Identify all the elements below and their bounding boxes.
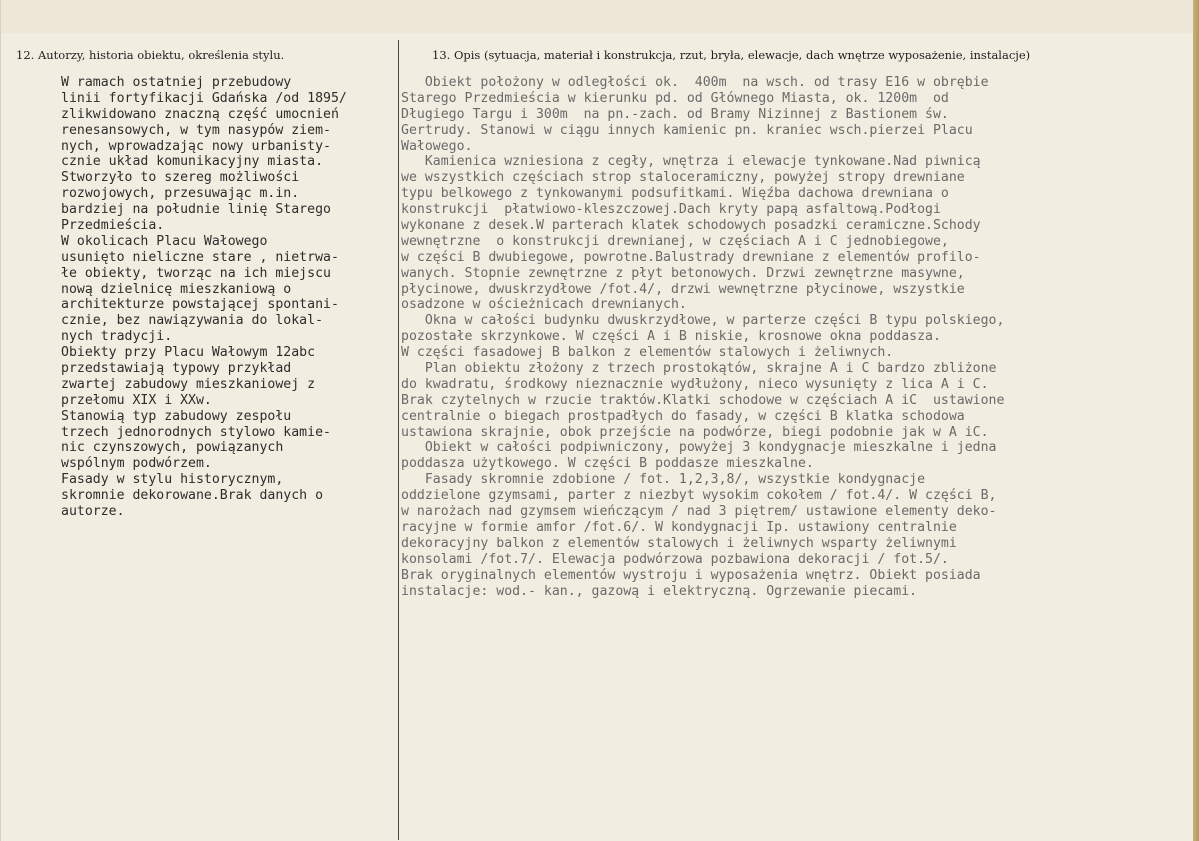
history-text xyxy=(61,75,347,520)
text-line: Brak oryginalnych elementów wystroju i wyposażenia wnętrz. Obiekt posiada xyxy=(401,567,981,583)
text-line: W części fasadowej B balkon z elementów stalowych i żeliwnych. xyxy=(401,345,894,361)
text-line: do kwadratu, środkowy nieznacznie wydłużony, nieco wysunięty z lica A i C. xyxy=(401,376,989,392)
text-line: dekoracyjny balkon z elementów stalowych i żeliwnych wsparty żeliwnymi xyxy=(401,535,957,551)
text-line: typu belkowego z tynkowanymi podsufitkami. Więźba dachowa drewniana o xyxy=(401,186,949,202)
text-line: we wszystkich częściach strop staloceramiczny, powyżej stropy drewniane xyxy=(401,170,965,186)
text-line: Obiekty przy Placu Wałowym 12abc xyxy=(61,345,316,361)
text-line: cznie, bez nawiązywania do lokal- xyxy=(61,313,324,329)
text-line: Stanowią typ zabudowy zespołu xyxy=(61,408,292,424)
text-line: Fasady w stylu historycznym, xyxy=(61,472,284,488)
text-line: Obiekt położony w odległości ok. 400m na wsch. od trasy E16 w obrębie xyxy=(401,75,989,90)
text-line: konstrukcji płatwiowo-kleszczowej.Dach kryty papą asfaltową.Podłogi xyxy=(401,202,941,218)
section-13-heading: 13. Opis (sytuacja, materiał i konstrukcja, rzut, bryła, elewacje, dach wnętrze wyposażenie, instalacje) xyxy=(432,48,1031,62)
text-line: cznie układ komunikacyjny miasta. xyxy=(61,154,324,170)
text-line: rozwojowych, przesuwając m.in. xyxy=(61,186,300,202)
card-edge xyxy=(1193,0,1199,841)
text-line: instalacje: wod.- kan., gazową i elektryczną. Ogrzewanie piecami. xyxy=(401,583,918,599)
column-divider xyxy=(398,40,399,840)
text-line: racyjne w formie amfor /fot.6/. W kondygnacji Ip. ustawiony centralnie xyxy=(401,519,957,535)
text-line: przedstawiają typowy przykład xyxy=(61,361,292,377)
text-line: ustawiona skrajnie, obok przejście na podwórze, biegi podobnie jak w A iC. xyxy=(401,424,989,440)
text-line: Fasady skromnie zdobione / fot. 1,2,3,8/, wszystkie kondygnacje xyxy=(401,472,926,488)
card-top-strip xyxy=(1,0,1199,33)
text-line: wanych. Stopnie zewnętrzne z płyt betonowych. Drzwi zewnętrzne masywne, xyxy=(401,265,965,281)
text-line: Starego Przedmieścia w kierunku pd. od Głównego Miasta, ok. 1200m od xyxy=(401,90,949,106)
text-line: konsolami /fot.7/. Elewacja podwórzowa pozbawiona dekoracji / fot.5/. xyxy=(401,551,949,567)
text-line: Kamienica wzniesiona z cegły, wnętrza i elewacje tynkowane.Nad piwnicą xyxy=(401,154,981,170)
text-line: Przedmieścia. xyxy=(61,218,165,234)
text-line: w narożach nad gzymsem wieńczącym / nad 3 piętrem/ ustawione elementy deko- xyxy=(401,504,997,520)
text-line: W ramach ostatniej przebudowy xyxy=(61,75,292,90)
text-line: Plan obiektu złożony z trzech prostokątów, skrajne A i C bardzo zbliżone xyxy=(401,361,997,377)
description-text xyxy=(401,75,1004,599)
text-line: pozostałe skrzynkowe. W części A i B niskie, krosnowe okna poddasza. xyxy=(401,329,941,345)
text-line: oddzielone gzymsami, parter z niezbyt wysokim cokołem / fot.4/. W części B, xyxy=(401,488,997,504)
text-line: linii fortyfikacji Gdańska /od 1895/ xyxy=(61,90,347,106)
text-line: zlikwidowano znaczną część umocnień xyxy=(61,106,339,122)
text-line: nową dzielnicę mieszkaniową o xyxy=(61,281,292,297)
text-line: nic czynszowych, powiązanych xyxy=(61,440,284,456)
text-line: zwartej zabudowy mieszkaniowej z xyxy=(61,376,316,392)
text-line: łe obiekty, tworząc na ich miejscu xyxy=(61,265,331,281)
text-line: centralnie o biegach prostpadłych do fasady, w części B klatka schodowa xyxy=(401,408,965,424)
text-line: renesansowych, w tym nasypów ziem- xyxy=(61,122,331,138)
text-line: Okna w całości budynku dwuskrzydłowe, w parterze części B typu polskiego, xyxy=(401,313,1005,329)
text-line: przełomu XIX i XXw. xyxy=(61,392,212,408)
text-line: osadzone w ościeżnicach drewnianych. xyxy=(401,297,687,313)
text-line: Wałowego. xyxy=(401,138,473,154)
section-12-heading: 12. Autorzy, historia obiektu, określenia stylu. xyxy=(16,48,285,62)
text-line: Obiekt w całości podpiwniczony, powyżej 3 kondygnacje mieszkalne i jedna xyxy=(401,440,997,456)
text-line: wykonane z desek.W parterach klatek schodowych posadzki ceramiczne.Schody xyxy=(401,218,981,234)
text-line: nych tradycji. xyxy=(61,329,173,345)
text-line: poddasza użytkowego. W części B poddasze mieszkalne. xyxy=(401,456,814,472)
text-line: wewnętrzne o konstrukcji drewnianej, w częściach A i C jednobiegowe, xyxy=(401,233,949,249)
text-line: nych, wprowadzając nowy urbanisty- xyxy=(61,138,331,154)
text-line: Długiego Targu i 300m na pn.-zach. od Bramy Nizinnej z Bastionem św. xyxy=(401,106,949,122)
text-line: autorze. xyxy=(61,504,125,520)
text-line: w części B dwubiegowe, powrotne.Balustrady drewniane z elementów profilo- xyxy=(401,249,981,265)
text-line: bardziej na południe linię Starego xyxy=(61,202,331,218)
text-line: trzech jednorodnych stylowo kamie- xyxy=(61,424,331,440)
text-line: Stworzyło to szereg możliwości xyxy=(61,170,300,186)
text-line: W okolicach Placu Wałowego xyxy=(61,233,268,249)
text-line: skromnie dekorowane.Brak danych o xyxy=(61,488,324,504)
text-line: płycinowe, dwuskrzydłowe /fot.4/, drzwi wewnętrzne płycinowe, wszystkie xyxy=(401,281,965,297)
text-line: Brak czytelnych w rzucie traktów.Klatki schodowe w częściach A iC ustawione xyxy=(401,392,1005,408)
text-line: wspólnym podwórzem. xyxy=(61,456,212,472)
text-line: architekturze powstającej spontani- xyxy=(61,297,339,313)
text-line: usunięto nieliczne stare , nietrwa- xyxy=(61,249,339,265)
text-line: Gertrudy. Stanowi w ciągu innych kamienic pn. kraniec wsch.pierzei Placu xyxy=(401,122,973,138)
